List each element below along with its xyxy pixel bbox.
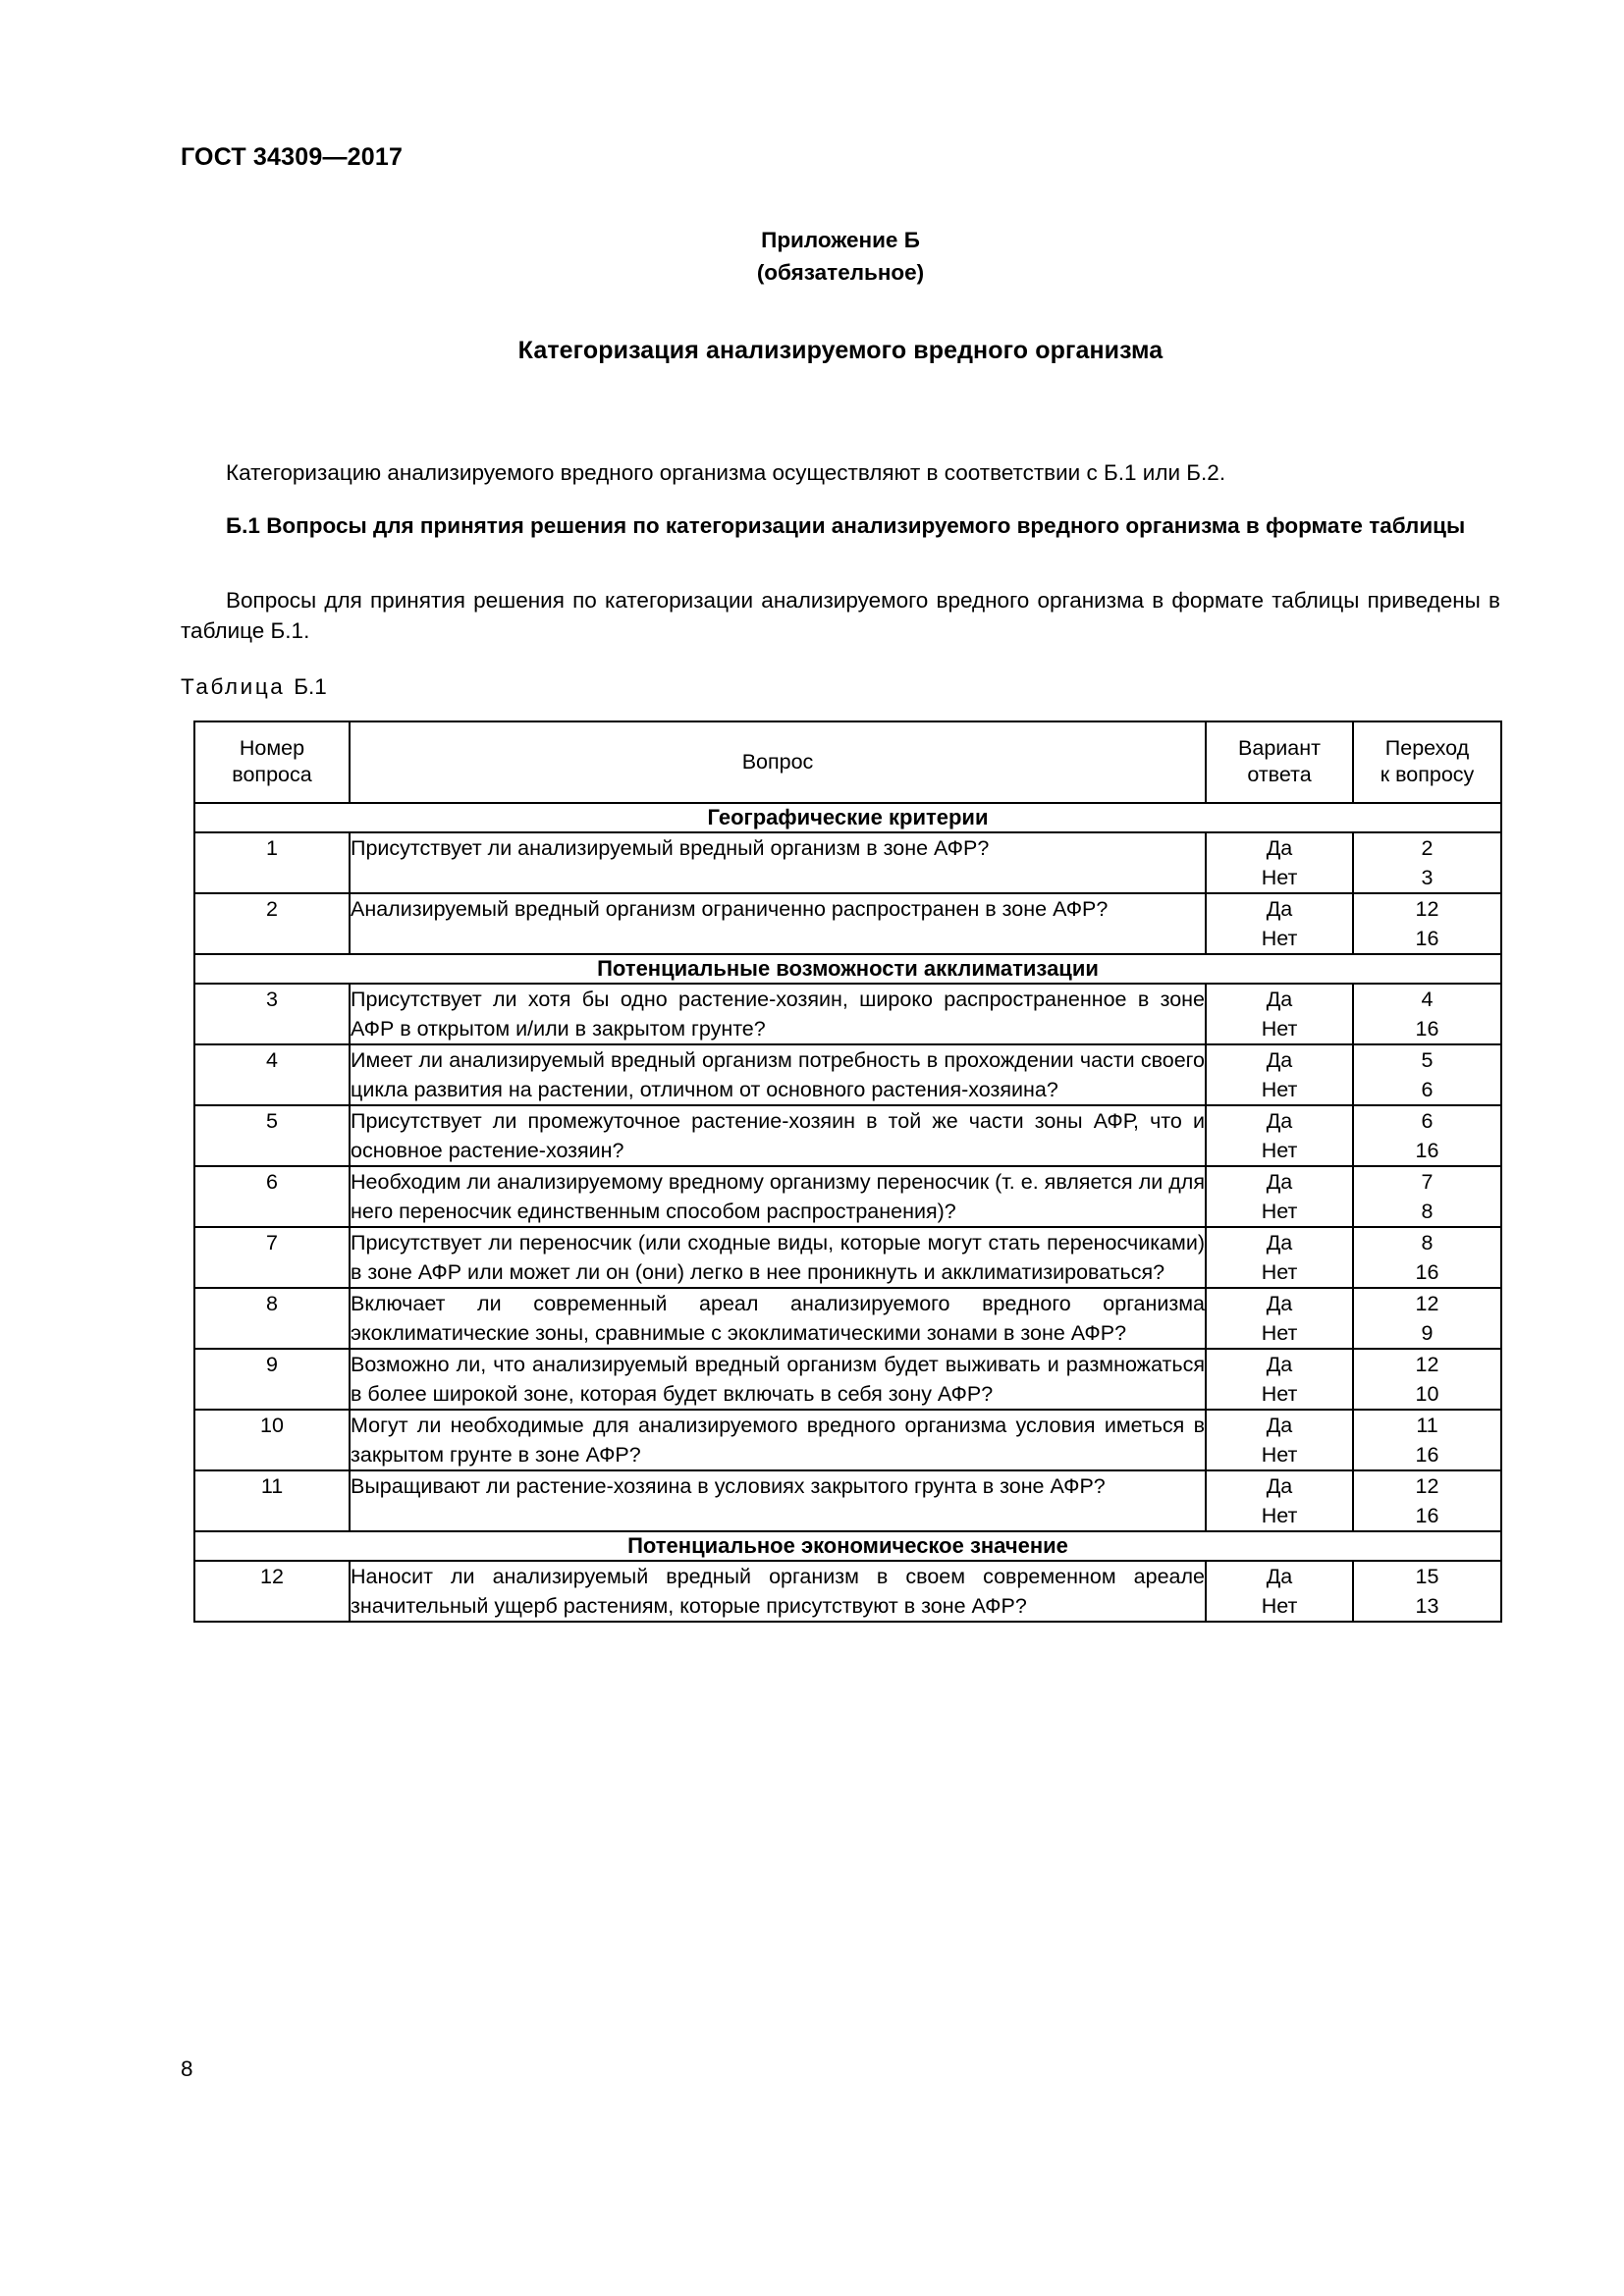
cell-question-number: 3: [194, 984, 350, 1044]
table-section-row: [194, 954, 1501, 984]
goto-target-no: 13: [1415, 1594, 1439, 1618]
column-header-answer: [1206, 721, 1353, 803]
goto-target-yes: 7: [1421, 1170, 1434, 1194]
answer-option-yes: Да: [1266, 1474, 1293, 1498]
goto-target-no: 16: [1415, 1260, 1439, 1284]
cell-answer-options: [1206, 1288, 1353, 1349]
cell-goto-targets: [1353, 832, 1501, 893]
cell-goto-targets: [1353, 1410, 1501, 1470]
table-row: [194, 1470, 1501, 1531]
goto-target-no: 9: [1421, 1321, 1434, 1345]
reference-paragraph-text: Вопросы для принятия решения по категоризации анализируемого вредного организма в формате таблицы приведены в таблице Б.1.: [181, 588, 1500, 643]
column-header-goto-line2: к вопросу: [1380, 763, 1475, 786]
table-b1: [193, 721, 1502, 1623]
table-row: [194, 1166, 1501, 1227]
answer-option-no: Нет: [1261, 1078, 1298, 1101]
cell-question-number: 8: [194, 1288, 350, 1349]
goto-target-no: 16: [1415, 1504, 1439, 1527]
answer-option-yes: Да: [1266, 836, 1293, 860]
cell-question-number: 4: [194, 1044, 350, 1105]
answer-option-yes: Да: [1266, 1292, 1293, 1315]
answer-option-no: Нет: [1261, 866, 1298, 889]
goto-target-no: 6: [1421, 1078, 1434, 1101]
goto-target-no: 16: [1415, 1017, 1439, 1041]
goto-target-yes: 2: [1421, 836, 1434, 860]
goto-target-yes: 12: [1415, 1292, 1439, 1315]
page-number: 8: [181, 2056, 193, 2081]
cell-question-number: 5: [194, 1105, 350, 1166]
table-row: [194, 984, 1501, 1044]
cell-question-number: 1: [194, 832, 350, 893]
intro-paragraph: [181, 457, 1500, 488]
answer-option-yes: Да: [1266, 1109, 1293, 1133]
cell-answer-options: [1206, 1561, 1353, 1622]
cell-question-text: Наносит ли анализируемый вредный организм в своем современном ареале значительный ущерб растениям, которые присутствуют в зоне АФР?: [350, 1561, 1206, 1622]
table-row: [194, 1561, 1501, 1622]
column-header-answer-line1: Вариант: [1238, 736, 1321, 760]
answer-option-yes: Да: [1266, 1565, 1293, 1588]
cell-question-text: Возможно ли, что анализируемый вредный организм будет выживать и размножаться в более широкой зоне, которая будет включать в себя зону АФР?: [350, 1349, 1206, 1410]
answer-option-yes: Да: [1266, 1170, 1293, 1194]
appendix-label: Приложение Б: [761, 228, 920, 252]
answer-option-yes: Да: [1266, 988, 1293, 1011]
goto-target-no: 8: [1421, 1200, 1434, 1223]
cell-question-number: 10: [194, 1410, 350, 1470]
intro-paragraph-text: Категоризацию анализируемого вредного организма осуществляют в соответствии с Б.1 или Б.2.: [226, 460, 1226, 485]
cell-goto-targets: [1353, 1288, 1501, 1349]
table-section-row: [194, 803, 1501, 832]
table-section-title: Потенциальные возможности акклиматизации: [194, 954, 1501, 984]
table-row: [194, 1410, 1501, 1470]
cell-goto-targets: [1353, 1561, 1501, 1622]
cell-goto-targets: [1353, 1470, 1501, 1531]
cell-question-text: Имеет ли анализируемый вредный организм потребность в прохождении части своего цикла развития на растении, отличном от основного растения-хозяина?: [350, 1044, 1206, 1105]
column-header-number-line2: вопроса: [232, 763, 312, 786]
cell-goto-targets: [1353, 1227, 1501, 1288]
cell-goto-targets: [1353, 1105, 1501, 1166]
cell-answer-options: [1206, 1105, 1353, 1166]
cell-answer-options: [1206, 1044, 1353, 1105]
appendix-heading-block: [181, 224, 1500, 289]
standard-header: ГОСТ 34309—2017: [181, 143, 404, 171]
table-row: [194, 1349, 1501, 1410]
table-row: [194, 1044, 1501, 1105]
goto-target-no: 16: [1415, 1139, 1439, 1162]
cell-question-number: 2: [194, 893, 350, 954]
cell-question-text: Присутствует ли переносчик (или сходные виды, которые могут стать переносчиками) в зоне АФР или может ли он (они) легко в нее проникнуть и акклиматизироваться?: [350, 1227, 1206, 1288]
answer-option-no: Нет: [1261, 1504, 1298, 1527]
column-header-number: [194, 721, 350, 803]
cell-question-number: 9: [194, 1349, 350, 1410]
goto-target-yes: 6: [1421, 1109, 1434, 1133]
cell-question-number: 12: [194, 1561, 350, 1622]
answer-option-yes: Да: [1266, 897, 1293, 921]
clause-b1-heading-text: Б.1 Вопросы для принятия решения по категоризации анализируемого вредного организма в формате таблицы: [226, 513, 1466, 538]
table-b1-wrapper: [193, 721, 1500, 1623]
table-row: [194, 832, 1501, 893]
table-row: [194, 1105, 1501, 1166]
goto-target-yes: 8: [1421, 1231, 1434, 1255]
cell-question-number: 7: [194, 1227, 350, 1288]
cell-answer-options: [1206, 984, 1353, 1044]
goto-target-yes: 12: [1415, 1474, 1439, 1498]
cell-question-text: Могут ли необходимые для анализируемого вредного организма условия иметься в закрытом грунте в зоне АФР?: [350, 1410, 1206, 1470]
cell-question-text: Выращивают ли растение-хозяина в условиях закрытого грунта в зоне АФР?: [350, 1470, 1206, 1531]
appendix-kind: (обязательное): [756, 260, 925, 285]
table-row: [194, 893, 1501, 954]
column-header-goto-line1: Переход: [1384, 736, 1470, 760]
goto-target-no: 10: [1415, 1382, 1439, 1406]
answer-option-no: Нет: [1261, 1443, 1298, 1467]
cell-answer-options: [1206, 832, 1353, 893]
column-header-answer-line2: ответа: [1247, 763, 1312, 786]
answer-option-no: Нет: [1261, 1594, 1298, 1618]
answer-option-yes: Да: [1266, 1048, 1293, 1072]
goto-target-no: 16: [1415, 927, 1439, 950]
answer-option-no: Нет: [1261, 927, 1298, 950]
column-header-question: Вопрос: [350, 721, 1206, 803]
goto-target-yes: 12: [1415, 897, 1439, 921]
goto-target-no: 3: [1421, 866, 1434, 889]
goto-target-yes: 12: [1415, 1353, 1439, 1376]
answer-option-no: Нет: [1261, 1382, 1298, 1406]
table-section-title: Потенциальное экономическое значение: [194, 1531, 1501, 1561]
cell-question-text: Включает ли современный ареал анализируемого вредного организма экоклиматические зоны, сравнимые с экоклиматическими зонами в зоне АФР?: [350, 1288, 1206, 1349]
cell-goto-targets: [1353, 1044, 1501, 1105]
appendix-title: Категоризация анализируемого вредного организма: [517, 337, 1164, 364]
cell-goto-targets: [1353, 893, 1501, 954]
cell-question-text: Присутствует ли хотя бы одно растение-хозяин, широко распространенное в зоне АФР в открытом и/или в закрытом грунте?: [350, 984, 1206, 1044]
answer-option-no: Нет: [1261, 1260, 1298, 1284]
table-row: [194, 1288, 1501, 1349]
table-body: [194, 803, 1501, 1622]
answer-option-no: Нет: [1261, 1200, 1298, 1223]
cell-answer-options: [1206, 1410, 1353, 1470]
clause-b1-heading: [181, 510, 1500, 541]
cell-answer-options: [1206, 1470, 1353, 1531]
table-caption-number: Б.1: [294, 674, 327, 699]
cell-question-number: 11: [194, 1470, 350, 1531]
table-caption-label: Таблица: [181, 674, 286, 699]
cell-goto-targets: [1353, 1349, 1501, 1410]
table-header: [194, 721, 1501, 803]
column-header-goto: [1353, 721, 1501, 803]
cell-question-text: Анализируемый вредный организм ограниченно распространен в зоне АФР?: [350, 893, 1206, 954]
goto-target-no: 16: [1415, 1443, 1439, 1467]
table-header-row: [194, 721, 1501, 803]
cell-answer-options: [1206, 1227, 1353, 1288]
answer-option-yes: Да: [1266, 1414, 1293, 1437]
cell-answer-options: [1206, 1166, 1353, 1227]
column-header-number-line1: Номер: [239, 736, 305, 760]
goto-target-yes: 4: [1421, 988, 1434, 1011]
cell-answer-options: [1206, 893, 1353, 954]
goto-target-yes: 5: [1421, 1048, 1434, 1072]
answer-option-yes: Да: [1266, 1353, 1293, 1376]
cell-question-text: Присутствует ли промежуточное растение-хозяин в той же части зоны АФР, что и основное растение-хозяин?: [350, 1105, 1206, 1166]
table-row: [194, 1227, 1501, 1288]
goto-target-yes: 15: [1415, 1565, 1439, 1588]
cell-question-number: 6: [194, 1166, 350, 1227]
table-caption: [181, 674, 327, 700]
cell-goto-targets: [1353, 1166, 1501, 1227]
table-section-row: [194, 1531, 1501, 1561]
cell-answer-options: [1206, 1349, 1353, 1410]
answer-option-no: Нет: [1261, 1139, 1298, 1162]
cell-question-text: Необходим ли анализируемому вредному организму переносчик (т. е. является ли для него переносчик единственным способом распространения)?: [350, 1166, 1206, 1227]
cell-question-text: Присутствует ли анализируемый вредный организм в зоне АФР?: [350, 832, 1206, 893]
answer-option-no: Нет: [1261, 1017, 1298, 1041]
goto-target-yes: 11: [1416, 1414, 1438, 1437]
answer-option-no: Нет: [1261, 1321, 1298, 1345]
reference-paragraph: [181, 585, 1500, 646]
table-section-title: Географические критерии: [194, 803, 1501, 832]
answer-option-yes: Да: [1266, 1231, 1293, 1255]
cell-goto-targets: [1353, 984, 1501, 1044]
